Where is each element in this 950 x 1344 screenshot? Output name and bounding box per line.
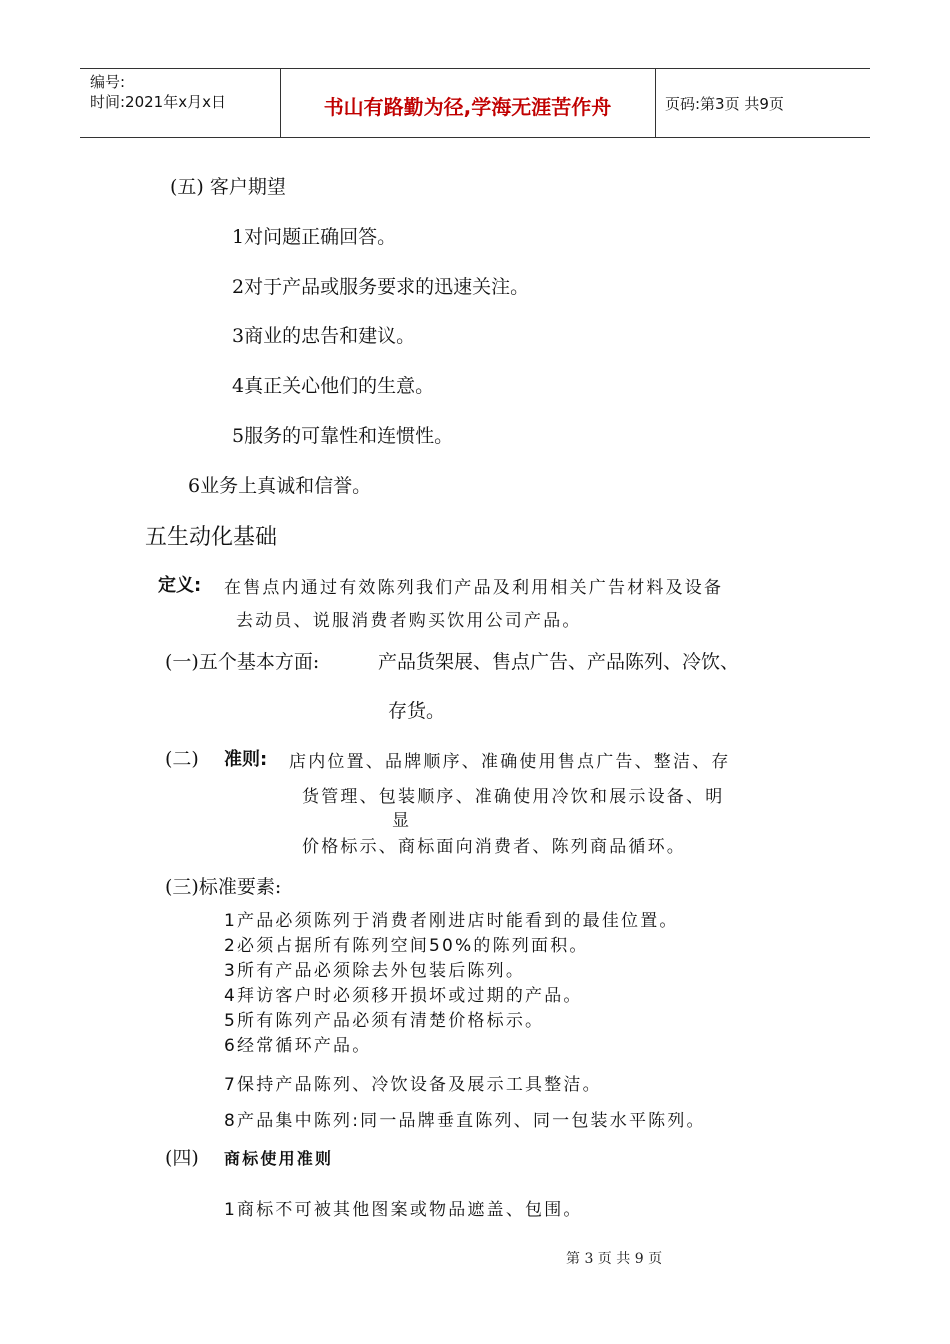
part-label: (一)五个基本方面:	[165, 651, 320, 673]
chapter-title: 五生动化基础	[145, 525, 278, 550]
list-item: 4拜访客户时必须移开损坏或过期的产品。	[224, 986, 583, 1006]
definition-text: 去动员、说服消费者购买饮用公司产品。	[236, 611, 582, 631]
page-footer: 第 3 页 共 9 页	[566, 1251, 663, 1267]
header-page-number: 页码:第3页 共9页	[665, 95, 784, 113]
part-text: 产品货架展、售点广告、产品陈列、冷饮、	[378, 651, 740, 673]
list-item: 5所有陈列产品必须有清楚价格标示。	[224, 1011, 545, 1031]
header-divider	[655, 69, 656, 137]
definition-label: 定义:	[158, 575, 202, 596]
list-item: 1产品必须陈列于消费者刚进店时能看到的最佳位置。	[224, 911, 679, 931]
page-header	[80, 68, 870, 138]
list-item: 1商标不可被其他图案或物品遮盖、包围。	[224, 1200, 583, 1220]
header-date: 时间:2021年x月x日	[90, 93, 226, 111]
part-text: 价格标示、商标面向消费者、陈列商品循环。	[302, 837, 686, 857]
list-item: 7保持产品陈列、冷饮设备及展示工具整洁。	[224, 1075, 602, 1095]
header-number: 编号:	[90, 73, 126, 91]
part-text: 存货。	[388, 700, 446, 722]
definition-text: 在售点内通过有效陈列我们产品及利用相关广告材料及设备	[224, 578, 724, 598]
part-prefix: (四)	[165, 1147, 199, 1169]
part-prefix: (二)	[165, 748, 199, 770]
list-item: 3商业的忠告和建议。	[232, 325, 416, 347]
list-item: 5服务的可靠性和连惯性。	[232, 425, 454, 447]
list-item: 2对于产品或服务要求的迅速关注。	[232, 276, 530, 298]
header-motto: 书山有路勤为径,学海无涯苦作舟	[323, 95, 612, 119]
part-text: 店内位置、品牌顺序、准确使用售点广告、整洁、存	[289, 752, 731, 772]
header-meta	[90, 72, 226, 112]
part-label: (三)标准要素:	[165, 876, 282, 898]
list-item: 4真正关心他们的生意。	[232, 375, 435, 397]
list-item: 3所有产品必须除去外包装后陈列。	[224, 961, 526, 981]
list-item: 8产品集中陈列:同一品牌垂直陈列、同一包装水平陈列。	[224, 1111, 706, 1131]
part-text: 显	[392, 811, 412, 831]
part-label: 商标使用准则	[224, 1149, 334, 1168]
section-title: (五) 客户期望	[170, 176, 286, 198]
part-label: 准则:	[224, 749, 268, 770]
list-item: 6业务上真诚和信誉。	[188, 475, 372, 497]
list-item: 6经常循环产品。	[224, 1036, 372, 1056]
part-text: 货管理、包装顺序、准确使用冷饮和展示设备、明	[302, 787, 725, 807]
list-item: 2必须占据所有陈列空间50%的陈列面积。	[224, 936, 589, 956]
list-item: 1对问题正确回答。	[232, 226, 397, 248]
